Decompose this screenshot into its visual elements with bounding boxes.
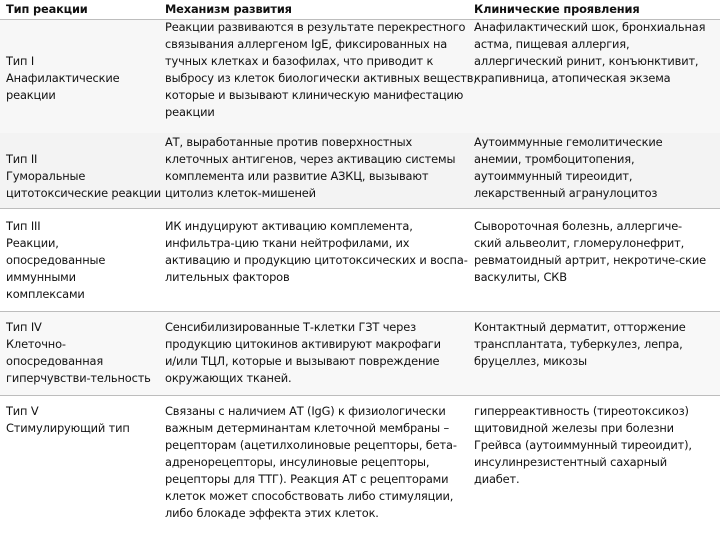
row-2-clinical: Аутоиммунные гемолитические анемии, тромбоцитопения, аутоиммунный тиреоидит, лекарственный агранулоцитоз [474,135,663,200]
row-4-clinical: Контактный дерматит, отторжение трансплантата, туберкулез, лепра, бруцеллез, микозы [474,320,686,368]
row-2-mechanism: АТ, выработанные против поверхностных клеточных антигенов, через активацию системы комплемента или развитие АЗКЦ, вызывают цитолиз клеток-мишеней [165,135,456,200]
header-clinical: Клинические проявления [474,2,640,16]
row-5-type: Тип V Стимулирующий тип [6,404,130,435]
header-type: Тип реакции [6,2,88,16]
row-4-type: Тип IV Клеточно- опосредованная гиперчувстви-тельность [6,320,151,385]
row-divider [0,395,720,396]
row-4-mechanism: Сенсибилизированные Т-клетки ГЗТ через продукцию цитокинов активируют макрофаги и/или ТЦЛ, которые и вызывают повреждение окружающих тканей. [165,320,441,385]
row-divider [0,311,720,312]
row-3-type: Тип III Реакции, опосредованные иммунными комплексами [6,219,106,301]
row-1-mechanism: Реакции развиваются в результате перекрестного связывания аллергеном IgE, фиксированных на тучных клетках и базофилах, что приводит к выбросу из клеток биологически активных веществ, которые и вызывают клиническую манифестацию реакции [165,20,477,119]
row-1-clinical: Анафилактический шок, бронхиальная астма, пищевая аллергия, аллергический ринит, конъюнктивит, крапивница, атопическая экзема [474,20,706,85]
row-3-mechanism: ИК индуцируют активацию комплемента, инфильтра-цию ткани нейтрофилами, их активацию и продукцию цитотоксических и воспа- лительных факторов [165,219,468,284]
row-divider [0,208,720,209]
row-5-clinical: гиперреактивность (тиреотоксикоз) щитовидной железы при болезни Грейвса (аутоиммунный тиреоидит), инсулинрезистентный сахарный диабет. [474,404,692,486]
row-5-mechanism: Связаны с наличием АТ (IgG) к физиологически важным детерминантам клеточной мембраны – рецепторам (ацетилхолиновые рецепторы, бета- адренорецепторы, инсулиновые рецепторы, рецепторы для ТТГ). Реакция АТ с рецепторами клеток может способствовать либо стимуляции, либо блокаде эффекта этих клеток. [165,404,457,520]
header-mechanism: Механизм развития [165,2,292,16]
row-2-type: Тип II Гуморальные цитотоксические реакции [6,152,162,200]
row-1-type: Тип I Анафилактические реакции [6,54,120,102]
row-3-clinical: Сывороточная болезнь, аллергиче- ский альвеолит, гломерулонефрит, ревматоидный артрит, некротиче-ские васкулиты, СКВ [474,219,706,284]
